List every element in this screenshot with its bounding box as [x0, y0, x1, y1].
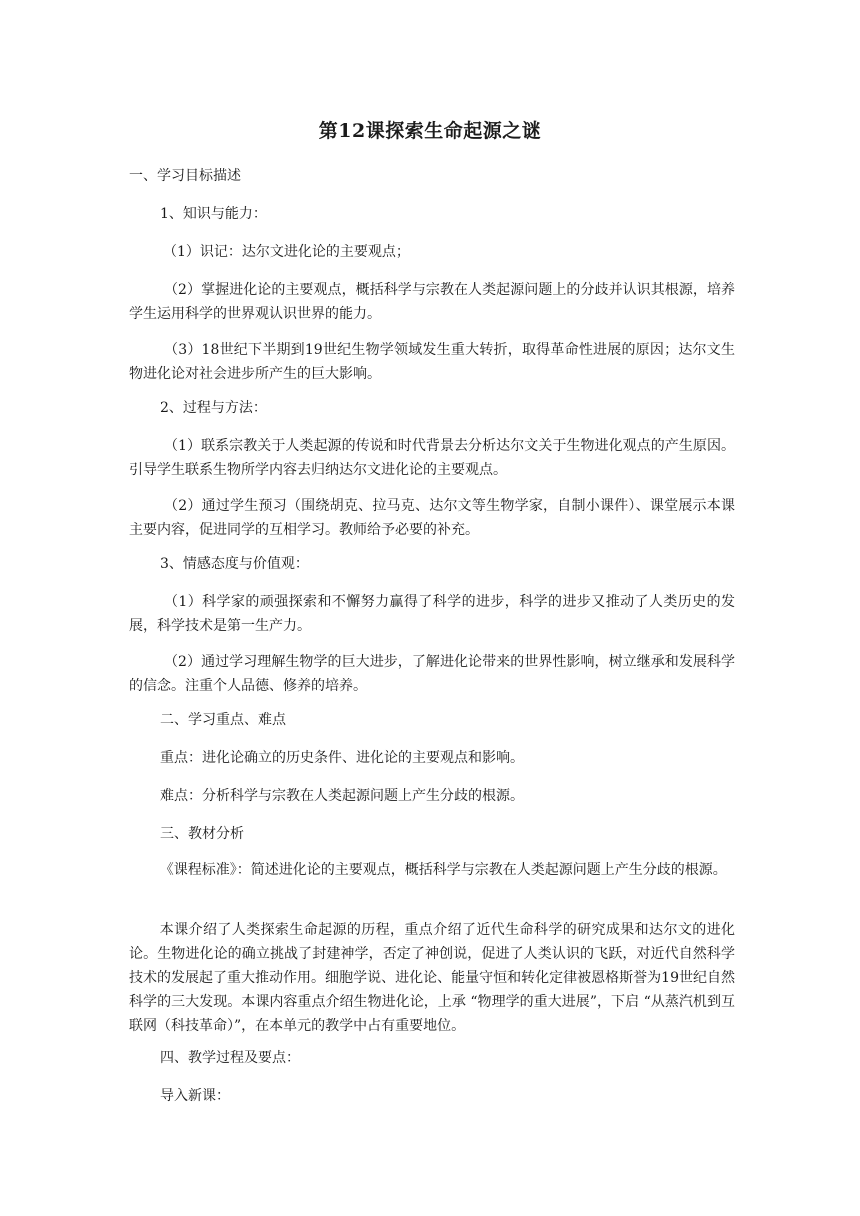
paragraph-key-point: 重点：进化论确立的历史条件、进化论的主要观点和影响。 — [160, 750, 524, 766]
section-heading-objectives: 一、学习目标描述 — [129, 168, 241, 184]
paragraph-values-2: （2）通过学习理解生物学的巨大进步，了解进化论带来的世界性影响，树立继承和发展科学的信念。注重个人品德、修养的培养。 — [129, 654, 735, 694]
paragraph-curriculum-standard: 《课程标准》：简述进化论的主要观点，概括科学与宗教在人类起源问题上产生分歧的根源。 — [159, 862, 727, 878]
paragraph-process-2: （2）通过学生预习（围绕胡克、拉马克、达尔文等生物学家，自制小课件）、课堂展示本课主要内容，促进同学的互相学习。教师给予必要的补充。 — [129, 498, 735, 538]
subsection-heading-values: 3、情感态度与价值观： — [160, 556, 309, 572]
paragraph-values-1: （1）科学家的顽强探索和不懈努力赢得了科学的进步，科学的进步又推动了人类历史的发展，科学技术是第一生产力。 — [129, 594, 735, 634]
paragraph-introduction: 导入新课： — [160, 1088, 230, 1104]
section-heading-teaching-process: 四、教学过程及要点： — [160, 1050, 300, 1066]
section-heading-analysis: 三、教材分析 — [160, 826, 244, 842]
document-title: 第12课探索生命起源之谜 — [318, 120, 542, 142]
section-heading-key-points: 二、学习重点、难点 — [160, 712, 286, 728]
subsection-heading-knowledge: 1、知识与能力： — [160, 206, 267, 222]
paragraph-lesson-overview: 本课介绍了人类探索生命起源的历程，重点介绍了近代生命科学的研究成果和达尔文的进化论。生物进化论的确立挑战了封建神学，否定了神创说，促进了人类认识的飞跃，对近代自然科学技术的发展起了重大推动作用。细胞学说、进化论、能量守恒和转化定律被恩格斯誉为19世纪自然科学的三大发现。本课内容重点介绍生物进化论，上承 “物理学的重大进展”，下启 “从蒸汽机到互联网（科技革命）”，在本单元的教学中占有重要地位。 — [129, 922, 735, 1034]
paragraph-difficult-point: 难点：分析科学与宗教在人类起源问题上产生分歧的根源。 — [160, 788, 524, 804]
paragraph-process-1: （1）联系宗教关于人类起源的传说和时代背景去分析达尔文关于生物进化观点的产生原因。引导学生联系生物所学内容去归纳达尔文进化论的主要观点。 — [129, 438, 735, 478]
subsection-heading-process: 2、过程与方法： — [160, 400, 267, 416]
paragraph-knowledge-2: （2）掌握进化论的主要观点，概括科学与宗教在人类起源问题上的分歧并认识其根源，培养学生运用科学的世界观认识世界的能力。 — [129, 282, 735, 322]
paragraph-knowledge-1: （1）识记：达尔文进化论的主要观点； — [163, 244, 410, 260]
paragraph-knowledge-3: （3）18世纪下半期到19世纪生物学领域发生重大转折，取得革命性进展的原因；达尔文生物进化论对社会进步所产生的巨大影响。 — [129, 342, 735, 382]
